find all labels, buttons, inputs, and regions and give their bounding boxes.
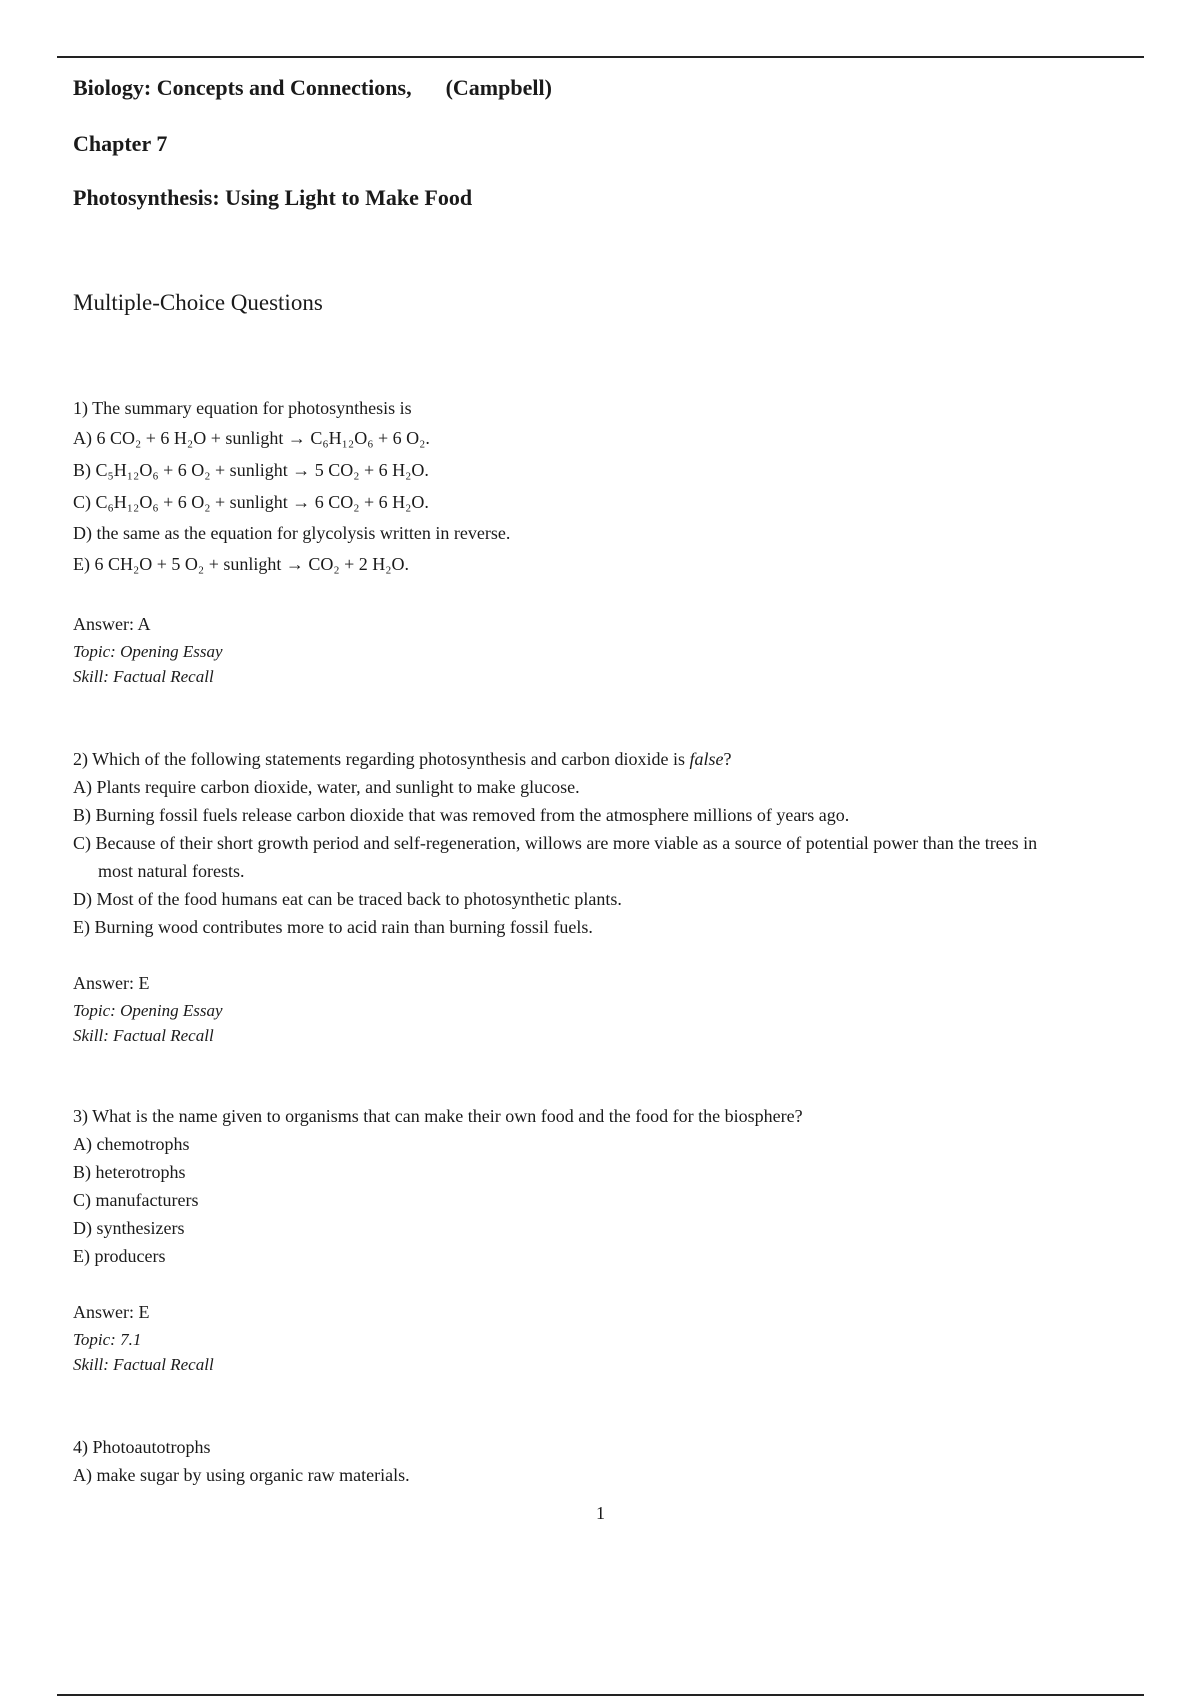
question-1 [73,394,1133,580]
topic: Topic: Opening Essay [73,642,223,661]
chapter-label: Chapter 7 [73,131,168,156]
option-e: E) Burning wood contributes more to acid rain than burning fossil fuels. [73,917,593,937]
question-2 [73,745,1133,941]
option-d: D) Most of the food humans eat can be traced back to photosynthetic plants. [73,889,622,909]
option-a: A) chemotrophs [73,1134,190,1154]
book-title: Biology: Concepts and Connections, [73,75,412,100]
bottom-rule [57,1694,1144,1696]
book-author: (Campbell) [445,75,552,100]
option-a: A) 6 CO₂ + 6 H₂O + sunlight → C₆H₁₂O₆ + 6 O₂. [73,428,430,448]
question-stem: 4) Photoautotrophs [73,1437,211,1457]
question-4 [73,1433,1133,1489]
option-d: D) synthesizers [73,1218,185,1238]
option-c: C) manufacturers [73,1190,199,1210]
topic: Topic: 7.1 [73,1330,142,1349]
stem-text: 2) Which of the following statements regarding photosynthesis and carbon dioxide is [73,749,690,769]
question-stem: 1) The summary equation for photosynthesis is [73,398,412,418]
stem-end: ? [723,749,732,769]
answer: Answer: E [73,1302,150,1322]
answer: Answer: E [73,973,150,993]
option-a: A) Plants require carbon dioxide, water, and sunlight to make glucose. [73,777,580,797]
question-stem: 3) What is the name given to organisms that can make their own food and the food for the biosphere? [73,1106,803,1126]
question-3 [73,1102,1133,1270]
question-3-meta [73,1297,1133,1377]
skill: Skill: Factual Recall [73,667,214,686]
option-c: C) C₆H₁₂O₆ + 6 O₂ + sunlight → 6 CO₂ + 6 H₂O. [73,492,429,512]
stem-emphasis: false [689,749,724,769]
page-number: 1 [596,1503,605,1523]
book-title-line [73,75,552,101]
top-rule [57,56,1144,58]
skill: Skill: Factual Recall [73,1355,214,1374]
section-title: Multiple-Choice Questions [73,290,323,315]
option-b: B) Burning fossil fuels release carbon dioxide that was removed from the atmosphere millions of years ago. [73,805,850,825]
question-1-meta [73,609,1133,689]
answer: Answer: A [73,614,151,634]
question-stem [73,745,1133,773]
question-2-meta [73,968,1133,1048]
option-b: B) heterotrophs [73,1162,186,1182]
option-d: D) the same as the equation for glycolysis written in reverse. [73,523,511,543]
chapter-title: Photosynthesis: Using Light to Make Food [73,185,473,210]
option-e: E) 6 CH₂O + 5 O₂ + sunlight → CO₂ + 2 H₂O. [73,554,410,574]
option-e: E) producers [73,1246,166,1266]
option-c: C) Because of their short growth period and self-regeneration, willows are more viable as a source of potential power than the trees in most natural forests. [73,833,1038,881]
option-a: A) make sugar by using organic raw materials. [73,1465,410,1485]
option-b: B) C₅H₁₂O₆ + 6 O₂ + sunlight → 5 CO₂ + 6 H₂O. [73,460,429,480]
topic: Topic: Opening Essay [73,1001,223,1020]
skill: Skill: Factual Recall [73,1026,214,1045]
